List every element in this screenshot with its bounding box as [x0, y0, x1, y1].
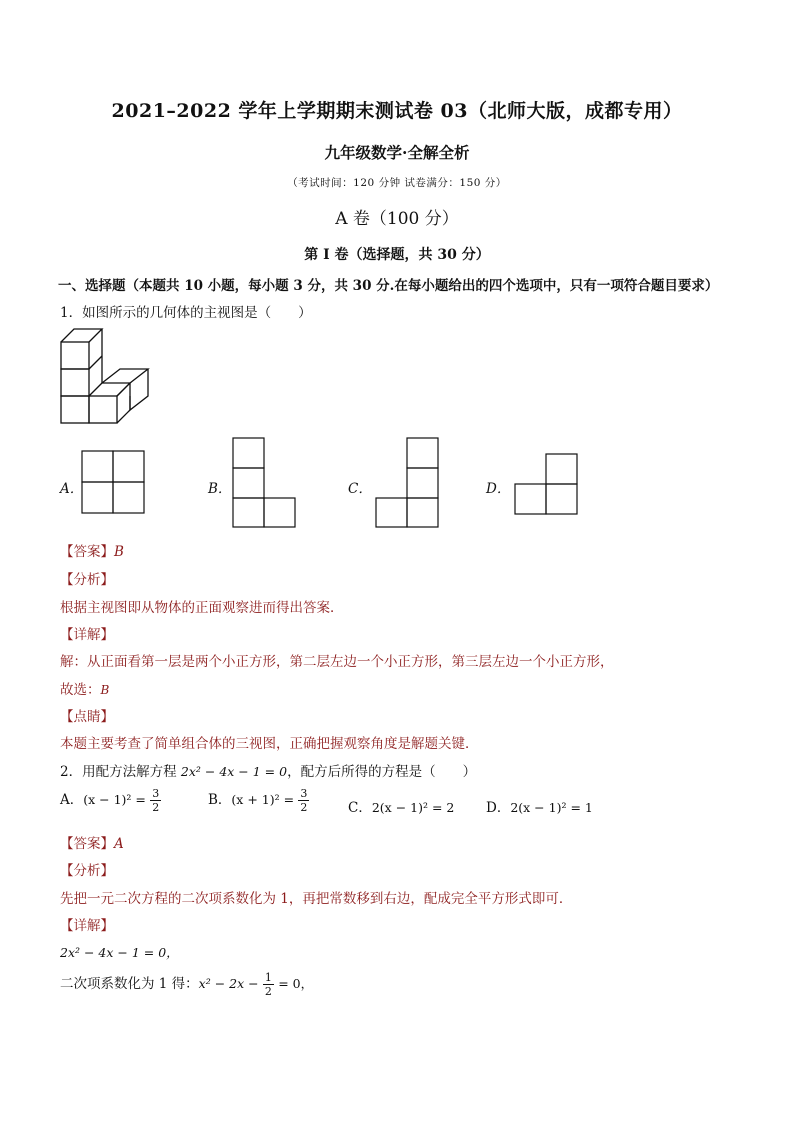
q2-stem-prefix: 2．用配方法解方程 [60, 764, 177, 780]
q2-option-c-label: C． [348, 800, 372, 816]
q2-option-b-eq: (x + 1)² = [231, 792, 295, 807]
q2-option-b [208, 788, 309, 813]
q1-detail-text: 解：从正面看第一层是两个小正方形，第二层左边一个小正方形，第三层左边一个小正方形， [60, 654, 614, 670]
exam-note: （考试时间：120 分钟 试卷满分：150 分） [287, 177, 507, 189]
part-heading: 第 I 卷（选择题，共 30 分） [304, 247, 490, 263]
q2-option-a-label: A． [60, 792, 84, 808]
q1-analysis-label: 【分析】 [60, 572, 114, 588]
q1-answer-value: B [114, 544, 124, 560]
q2-step2-fraction [263, 972, 274, 997]
q2-option-a [60, 788, 161, 813]
q1-option-d-label: D． [486, 481, 511, 497]
q2-option-d-eq: 2(x − 1)² = 1 [510, 800, 593, 815]
q2-answer-label: 【答案】 [60, 836, 114, 852]
q2-analysis-label: 【分析】 [60, 863, 114, 879]
q2-option-d [486, 796, 593, 816]
q2-analysis-text: 先把一元二次方程的二次项系数化为 1，再把常数移到右边，配成完全平方形式即可． [60, 891, 573, 907]
q1-choose-label: 故选： [60, 682, 101, 698]
q2-option-b-num: 3 [300, 787, 308, 800]
q1-answer-label: 【答案】 [60, 544, 114, 560]
q2-stem [60, 760, 476, 780]
q1-option-b-label: B． [208, 481, 232, 497]
q2-option-b-fraction [298, 788, 309, 813]
q2-detail-label: 【详解】 [60, 918, 114, 934]
q1-detail-label: 【详解】 [60, 627, 114, 643]
q2-option-a-fraction [150, 788, 161, 813]
q1-comment-text: 本题主要考查了简单组合体的三视图，正确把握观察角度是解题关键． [60, 736, 479, 752]
section-heading: 一、选择题（本题共 10 小题，每小题 3 分，共 30 分.在每小题给出的四个选项中，只有一项符合题目要求） [58, 278, 719, 294]
q2-step2 [60, 972, 313, 997]
q2-answer-value: A [114, 836, 124, 852]
q2-option-b-den: 2 [300, 801, 308, 814]
q2-step2-prefix: 二次项系数化为 1 得： [60, 976, 199, 992]
q2-option-a-den: 2 [152, 801, 160, 814]
q2-option-c [348, 796, 454, 816]
q2-option-c-eq: 2(x − 1)² = 2 [371, 800, 455, 815]
document-subtitle: 九年级数学·全解全析 [324, 143, 470, 162]
q2-option-b-label: B． [208, 792, 232, 808]
q2-step2-den: 2 [264, 985, 272, 998]
q2-step2-eq: x² − 2x − [198, 976, 259, 991]
q1-option-c-label: C． [348, 481, 372, 497]
document-title: 2021–2022 学年上学期期末测试卷 03（北师大版，成都专用） [111, 100, 683, 122]
q2-stem-equation: 2x² − 4x − 1 = 0 [180, 764, 288, 779]
q1-choose-value: B [100, 683, 110, 697]
q2-step2-num: 1 [264, 971, 272, 984]
q1-option-a-label: A． [60, 481, 84, 497]
q2-option-a-num: 3 [152, 787, 160, 800]
q1-stem: 1．如图所示的几何体的主视图是（ ） [60, 305, 312, 321]
q2-option-d-label: D． [486, 800, 511, 816]
q2-option-a-eq: (x − 1)² = [83, 792, 146, 807]
q1-comment-label: 【点睛】 [60, 709, 114, 725]
q2-step2-tail: = 0， [278, 976, 314, 991]
q2-stem-suffix: ，配方后所得的方程是（ ） [287, 764, 477, 780]
volume-heading: A 卷（100 分） [335, 209, 459, 229]
q2-step1: 2x² − 4x − 1 = 0， [60, 945, 179, 960]
q1-analysis-text: 根据主视图即从物体的正面观察进而得出答案． [60, 600, 344, 616]
